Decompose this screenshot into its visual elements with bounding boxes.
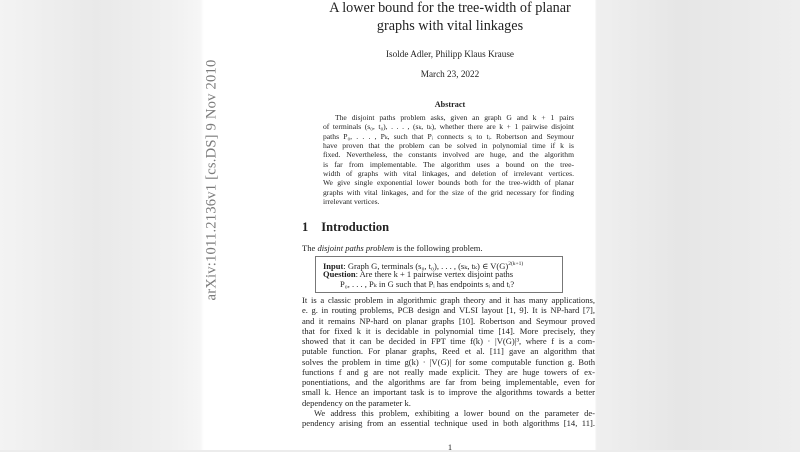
abstract-line: We give single exponential lower bounds both for the tree-width of planar	[323, 178, 574, 188]
abstract-line: The disjoint paths problem asks, given an graph G and k + 1 pairs	[335, 113, 574, 122]
input-text: : Graph G, terminals (s₀, t₀), . . . , (sₖ, tₖ) ∈ V(G)	[343, 260, 509, 271]
abstract-line: width of graphs with vital linkages, and deletion of irrelevant vertices.	[323, 168, 574, 178]
paper-title-line-1: A lower bound for the tree-width of planar	[329, 0, 571, 16]
paper-title-line-2: graphs with vital linkages	[376, 18, 524, 34]
body-line: We address this problem, exhibiting a lower bound on the parameter de-	[314, 407, 595, 418]
body-line: It is a classic problem in algorithmic graph theory and it has many applications,	[302, 295, 595, 305]
body-line: and it remains NP-hard on planar graphs [10]. Robertson and Seymour proved	[302, 315, 595, 326]
body-line: e. g. in routing problems, PCB design and VLSI layout [1, 9]. It is NP-hard [7],	[302, 305, 595, 316]
abstract-line: is far from implementable. The algorithm uses a bound on the tree-	[323, 159, 574, 169]
body-line: functions f and g are not really made explicit. They are huge towers of ex-	[302, 366, 595, 377]
abstract-line: of terminals (s₀, t₀), . . . , (sₖ, tₖ), whether there are k + 1 pairwise disjoint	[323, 122, 574, 132]
body-line: small k. Hence an important task is to improve the algorithms towards a better	[302, 387, 595, 398]
intro-emphasis: disjoint paths problem	[317, 243, 395, 253]
input-sup: 2(k+1)	[508, 261, 524, 267]
page-number: 1	[447, 442, 453, 452]
problem-question	[323, 269, 513, 279]
body-line: putable function. For planar graphs, Reed et al. [11] gave an algorithm that	[302, 346, 595, 357]
section-title: Introduction	[321, 220, 390, 234]
body-line: pendency arising from an essential technique used in both algorithms [14, 11].	[302, 418, 595, 428]
body-line: solves the problem in time g(k) · |V(G)| for some computable function g. Both	[302, 356, 595, 367]
abstract-heading: Abstract	[434, 100, 466, 109]
intro-pre: The	[302, 243, 318, 253]
arxiv-stamp-text: arXiv:1011.2136v1 [cs.DS] 9 Nov 2010	[203, 59, 220, 300]
intro-sentence	[302, 243, 483, 253]
question-text: : Are there k + 1 pairwise vertex disjoint paths	[355, 269, 514, 279]
input-label: Input	[323, 260, 344, 271]
section-heading	[302, 220, 389, 235]
authors: Isolde Adler, Philipp Klaus Krause	[386, 49, 514, 59]
body-line: ponentiations, and the algorithms are far from being implementable, even for	[302, 377, 595, 387]
abstract-line: paths P₀, . . . , Pₖ, such that Pᵢ connects sᵢ to tᵢ. Robertson and Seymour	[323, 131, 574, 141]
date: March 23, 2022	[420, 69, 480, 79]
intro-post: is the following problem.	[394, 243, 483, 253]
abstract-line: fixed. Nevertheless, the constants involved are huge, and the algorithm	[323, 150, 574, 160]
section-number: 1	[302, 220, 309, 234]
body-line: that for fixed k it is decidable in polynomial time [14]. More precisely, they	[302, 325, 595, 336]
question-label: Question	[323, 269, 356, 279]
problem-question-cont: P₀, . . . , Pₖ in G such that Pᵢ has endpoints sᵢ and tᵢ?	[340, 279, 515, 289]
body-line: dependency on the parameter k.	[302, 397, 411, 408]
abstract-line: graphs with vital linkages, and for the size of the grid necessary for finding	[323, 187, 574, 197]
abstract-line: have proven that the problem can be solved in polynomial time if k is	[323, 140, 574, 150]
arxiv-stamp	[204, 39, 220, 320]
abstract-line: irrelevant vertices.	[323, 196, 380, 206]
body-line: showed that it can be decided in FPT time f(k) · |V(G)|³, where f is a com-	[302, 336, 595, 346]
